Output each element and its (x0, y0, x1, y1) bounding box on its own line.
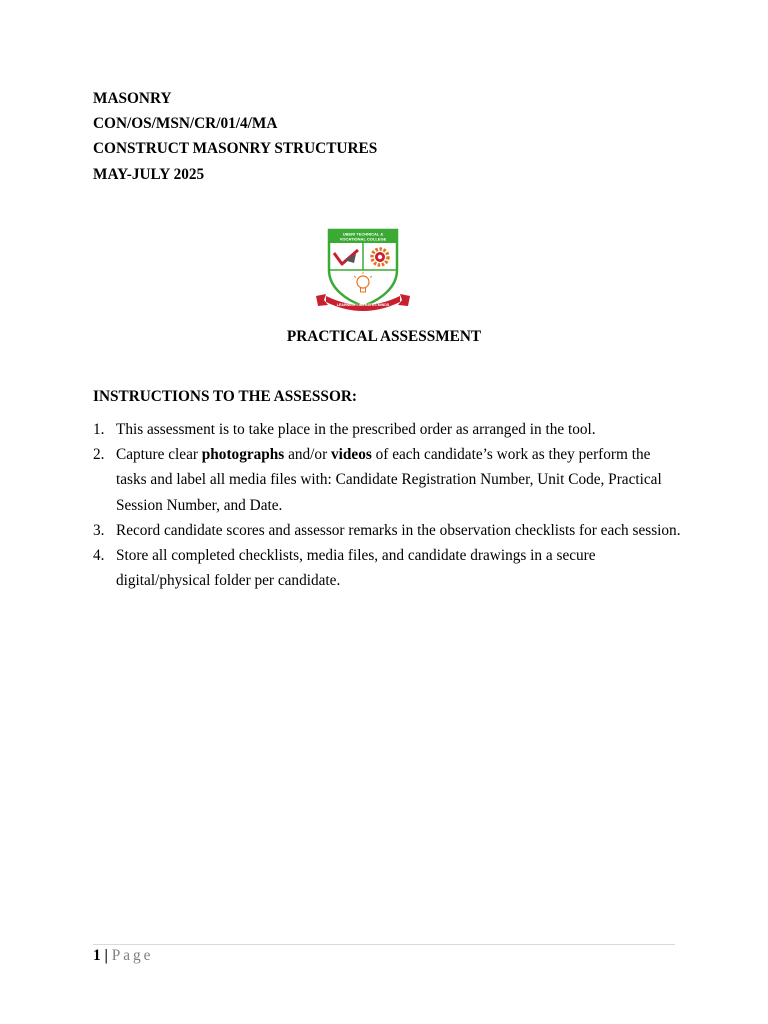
document-header (93, 86, 693, 187)
list-item (93, 442, 683, 518)
college-crest-logo (314, 226, 412, 314)
list-text (116, 446, 662, 513)
list-number: 4. (93, 547, 105, 565)
svg-text:UBERI TECHNICAL &: UBERI TECHNICAL & (342, 231, 384, 237)
list-text-segment: Capture clear (116, 446, 202, 464)
instructions-list (93, 417, 683, 593)
svg-text:VOCATIONAL COLLEGE: VOCATIONAL COLLEGE (339, 236, 387, 242)
footer-divider (93, 944, 675, 945)
page-title: PRACTICAL ASSESSMENT (286, 328, 482, 345)
svg-text:LEARNING LIBERATES MINDS: LEARNING LIBERATES MINDS (336, 303, 390, 307)
list-text-segment: of each candidate’s work as they perform the tasks and label all media files with: Candidate Registration Number, Unit Code, Practical Session Number, and Date. (116, 446, 662, 514)
list-text: This assessment is to take place in the prescribed order as arranged in the tool. (116, 421, 596, 438)
footer-separator: | (100, 947, 112, 964)
list-item (93, 543, 683, 593)
emphasis-videos: videos (331, 446, 372, 464)
page-number: 1 (93, 947, 101, 964)
list-number: 1. (93, 421, 105, 438)
page-footer (93, 947, 153, 965)
list-text: Store all completed checklists, media files, and candidate drawings in a secure digital/physical folder per candidate. (116, 547, 596, 590)
list-item (93, 417, 683, 442)
list-number: 2. (93, 446, 105, 464)
assessment-period: MAY-JULY 2025 (93, 165, 205, 183)
list-text: Record candidate scores and assessor remarks in the observation checklists for each session. (116, 521, 681, 539)
unit-title: CONSTRUCT MASONRY STRUCTURES (93, 140, 378, 158)
unit-code: CON/OS/MSN/CR/01/4/MA (93, 115, 278, 133)
page-label: Page (111, 947, 154, 964)
list-text-segment: and/or (284, 446, 331, 464)
instructions-heading: INSTRUCTIONS TO THE ASSESSOR: (93, 388, 357, 405)
list-number: 3. (93, 521, 105, 539)
emphasis-photographs: photographs (201, 446, 285, 464)
list-item (93, 518, 683, 543)
trade-name: MASONRY (93, 90, 172, 107)
